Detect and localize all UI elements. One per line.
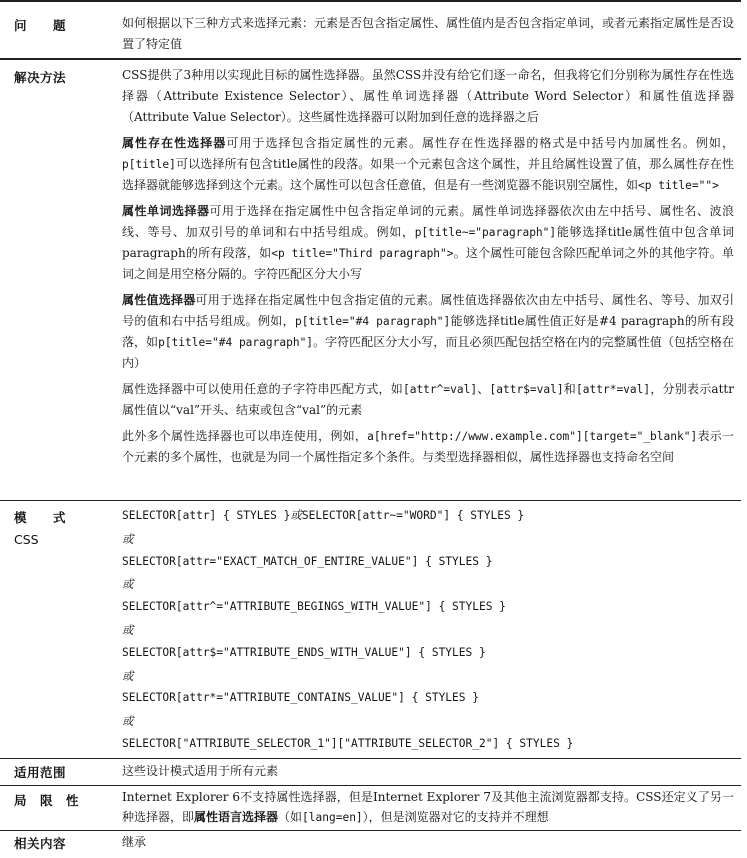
code-inline: p[title~="paragraph"]	[414, 226, 557, 239]
limitations-text: Internet Explorer 6不支持属性选择器，但是Internet Explorer 7及其他主流浏览器都支持。CSS还定义了另一种选择器，即属性语言选择器（如[lang=en]），但是浏览器对它的支持并不理想	[122, 790, 734, 824]
or-text: 或	[122, 714, 134, 729]
code-line: SELECTOR["ATTRIBUTE_SELECTOR_1"]["ATTRIBUTE_SELECTOR_2"] { STYLES }	[122, 736, 574, 750]
code-inline: <p title="">	[638, 179, 719, 192]
label-limitations: 局 限 性	[14, 793, 80, 808]
row-problem	[0, 0, 741, 58]
label-pattern-lang: CSS	[14, 532, 39, 547]
row-solution	[0, 58, 741, 500]
solution-value-paragraph: 属性值选择器可用于选择在指定属性中包含指定值的元素。属性值选择器依次由左中括号、属性名、等号、加双引号的值和右中括号组成。例如，p[title="#4 paragraph"]能够选择title属性值正好是#4 paragraph的所有段落，如p[title="#4 paragraph"]。字符匹配区分大小写，而且必须匹配包括空格在内的完整属性值（包括空格在内）	[122, 293, 734, 370]
code-line: SELECTOR[attr] { STYLES }或SELECTOR[attr~="WORD"] { STYLES }	[122, 508, 525, 522]
or-text: 或	[122, 668, 134, 683]
or-text: 或	[122, 622, 134, 637]
row-related	[0, 830, 741, 853]
or-text: 或	[290, 508, 302, 522]
term-word-selector: 属性单词选择器	[122, 204, 210, 218]
or-text: 或	[122, 531, 134, 546]
problem-paragraph: 如何根据以下三种方式来选择元素：元素是否包含指定属性、属性值内是否包含指定单词，或者元素指定属性是否设置了特定值	[122, 16, 735, 51]
pattern-code-block	[122, 504, 734, 756]
label-pattern	[14, 508, 66, 547]
label-problem: 问 题	[14, 18, 67, 33]
code-inline: [attr^=val]	[402, 383, 478, 396]
code-inline: p[title]	[122, 158, 176, 171]
solution-word-paragraph: 属性单词选择器可用于选择在指定属性中包含指定单词的元素。属性单词选择器依次由左中括号、属性名、波浪线、等号、加双引号的单词和右中括号组成。例如，p[title~="paragraph"]能够选择title属性值中包含单词paragraph的所有段落，如<p title="Third paragraph">。这个属性可能包含除匹配单词之外的其他字符。单词之间是用空格分隔的。字符匹配区分大小写	[122, 204, 734, 281]
code-inline: p[title="#4 paragraph"]	[158, 336, 314, 349]
code-inline: <p title="Third paragraph">	[271, 247, 454, 260]
related-text: 继承	[122, 835, 147, 849]
code-line: SELECTOR[attr="EXACT_MATCH_OF_ENTIRE_VALUE"] { STYLES }	[122, 554, 493, 568]
or-text: 或	[122, 577, 134, 592]
solution-substring-paragraph: 属性选择器中可以使用任意的子字符串匹配方式，如[attr^=val]、[attr$=val]和[attr*=val]，分别表示attr属性值以“val”开头、结束或包含“val”的元素	[122, 382, 734, 417]
row-scope	[0, 758, 741, 785]
code-inline: a[href="http://www.example.com"][target="_blank"]	[367, 430, 698, 443]
solution-chain-paragraph: 此外多个属性选择器也可以串连使用，例如，a[href="http://www.example.com"][target="_blank"]表示一个元素的多个属性，也就是为同一个属性指定多个条件。与类型选择器相似，属性选择器也支持命名空间	[122, 429, 734, 464]
code-inline: [attr*=val]	[576, 383, 651, 396]
scope-text: 这些设计模式适用于所有元素	[122, 764, 279, 778]
term-value-selector: 属性值选择器	[122, 293, 196, 307]
label-solution: 解决方法	[14, 70, 67, 85]
solution-text	[122, 65, 734, 473]
row-limitations	[0, 785, 741, 830]
code-line: SELECTOR[attr$="ATTRIBUTE_ENDS_WITH_VALUE"] { STYLES }	[122, 645, 486, 659]
label-scope: 适用范围	[14, 765, 67, 780]
label-related: 相关内容	[14, 836, 67, 851]
code-inline: [lang=en]	[302, 811, 363, 824]
row-pattern	[0, 500, 741, 758]
label-pattern-title: 模 式	[14, 510, 67, 525]
code-inline: [attr$=val]	[489, 383, 564, 396]
code-inline: p[title="#4 paragraph"]	[295, 315, 451, 328]
term-lang-selector: 属性语言选择器	[194, 810, 279, 824]
solution-existence-paragraph: 属性存在性选择器可用于选择包含指定属性的元素。属性存在性选择器的格式是中括号内加属性名。例如，p[title]可以选择所有包含title属性的段落。如果一个元素包含这个属性，并且给属性设置了值，那么属性存在性选择器就能够选择到这个元素。这个属性可以包含任意值，但是有一些浏览器不能识别空属性，如<p title="">	[122, 136, 734, 192]
code-line: SELECTOR[attr^="ATTRIBUTE_BEGINGS_WITH_VALUE"] { STYLES }	[122, 600, 506, 614]
term-existence-selector: 属性存在性选择器	[122, 136, 227, 150]
code-line: SELECTOR[attr*="ATTRIBUTE_CONTAINS_VALUE"] { STYLES }	[122, 691, 479, 705]
problem-text	[122, 13, 734, 60]
solution-intro: CSS提供了3种用以实现此目标的属性选择器。虽然CSS并没有给它们逐一命名，但我将它们分别称为属性存在性选择器（Attribute Existence Selector）、属性单词选择器（Attribute Word Selector）和属性值选择器（Attribute Value Selector）。这些属性选择器可以附加到任意的选择器之后	[122, 68, 734, 124]
